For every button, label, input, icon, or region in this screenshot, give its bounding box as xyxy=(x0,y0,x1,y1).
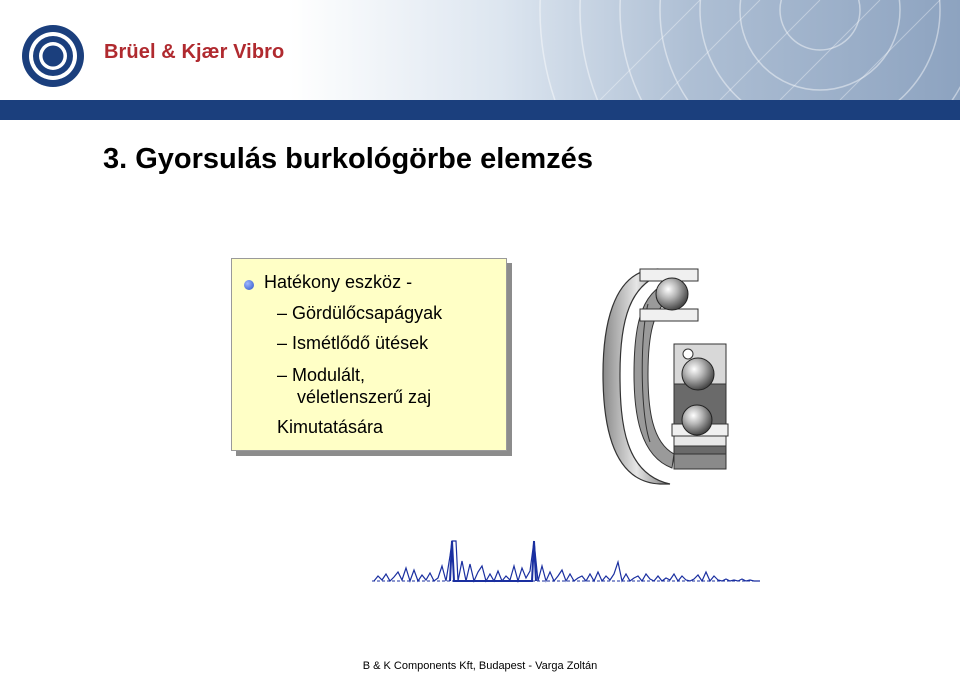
note-item: – Ismétlődő ütések xyxy=(277,333,429,353)
bk-logo-icon xyxy=(20,23,86,89)
note-item: – Gördülőcsapágyak xyxy=(277,303,443,323)
note-item-continuation: véletlenszerű zaj xyxy=(297,387,432,407)
bullet-dot-icon xyxy=(244,280,254,290)
brand-name: Brüel & Kjær Vibro xyxy=(104,41,285,63)
envelope-spectrum-graphic xyxy=(372,536,764,598)
note-box xyxy=(231,258,507,451)
slide-title: 3. Gyorsulás burkológörbe elemzés xyxy=(103,143,593,175)
ball-bearing-illustration xyxy=(600,264,730,489)
header-bar xyxy=(0,100,960,120)
footer-text: B & K Components Kft, Budapest - Varga Zoltán xyxy=(362,660,598,672)
note-closing: Kimutatására xyxy=(277,417,384,437)
note-bullet: Hatékony eszköz - xyxy=(264,272,413,292)
note-item: – Modulált, xyxy=(277,365,366,385)
